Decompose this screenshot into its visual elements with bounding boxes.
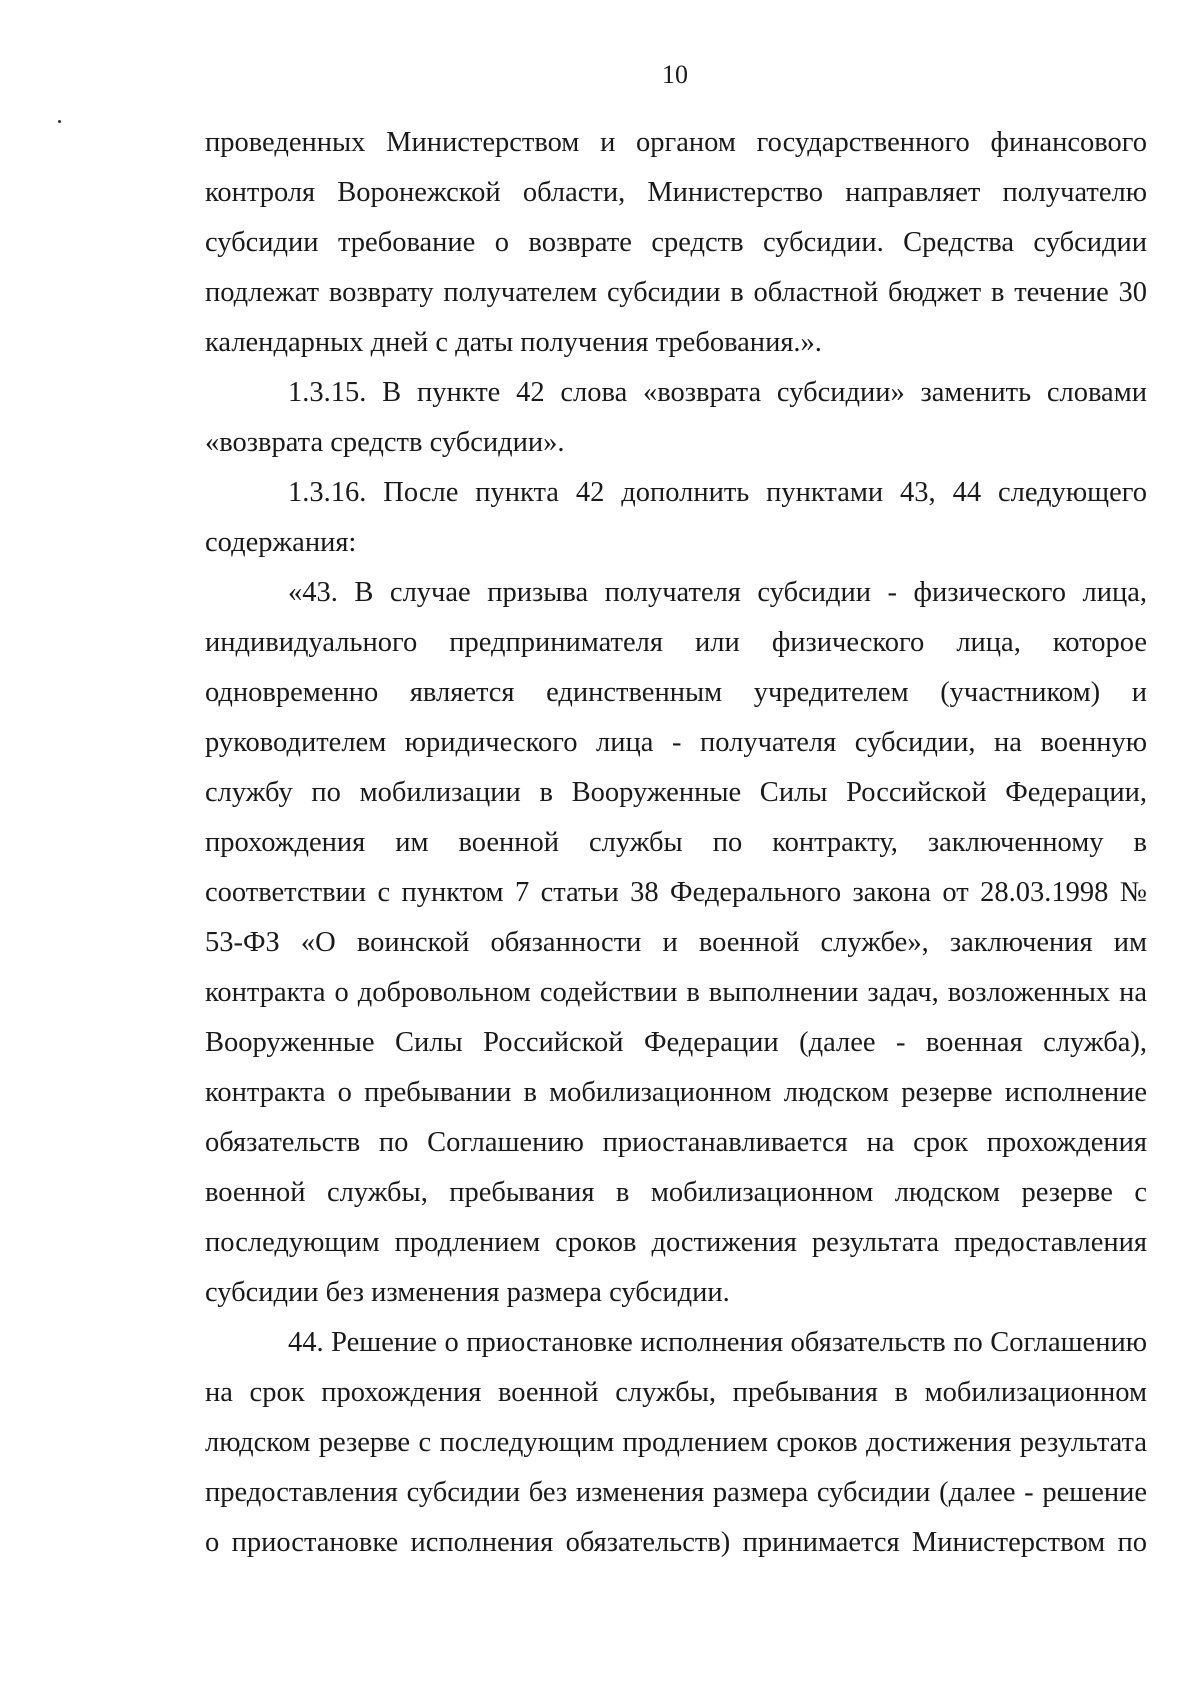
page-number: 10 — [662, 60, 688, 89]
paragraph-1-3-15: 1.3.15. В пункте 42 слова «возврата субсидии» заменить словами «возврата средств субсидии». — [205, 377, 1147, 458]
paragraph-43: «43. В случае призыва получателя субсидии - физического лица, индивидуального предпринимателя или физического лица, которое одновременно является единственным учредителем (участником) и руководителем юридического лица - получателя субсидии, на военную службу по мобилизации в Вооруженные Силы Российской Федерации, прохождения им военной службы по контракту, заключенному в соответствии с пунктом 7 статьи 38 Федерального закона от 28.03.1998 № 53-ФЗ «О воинской обязанности и военной службе», заключения им контракта о добровольном содействии в выполнении задач, возложенных на Вооруженные Силы Российской Федерации (далее - военная служба), контракта о пребывании в мобилизационном людском резерве исполнение обязательств по Соглашению приостанавливается на срок прохождения военной службы, пребывания в мобилизационном людском резерве с последующим продлением сроков достижения результата предоставления субсидии без изменения размера субсидии. — [205, 577, 1147, 1308]
paragraph-continuation: проведенных Министерством и органом государственного финансового контроля Воронежской области, Министерство направляет получателю субсидии требование о возврате средств субсидии. Средства субсидии подлежат возврату получателем субсидии в областной бюджет в течение 30 календарных дней с даты получения требования.». — [205, 127, 1147, 358]
scan-speck — [58, 120, 61, 123]
paragraph-1-3-16: 1.3.16. После пункта 42 дополнить пунктами 43, 44 следующего содержания: — [205, 477, 1147, 558]
paragraph-44: 44. Решение о приостановке исполнения обязательств по Соглашению на срок прохождения военной службы, пребывания в мобилизационном людском резерве с последующим продлением сроков достижения результата предоставления субсидии без изменения размера субсидии (далее - решение о приостановке исполнения обязательств) принимается Министерством по — [205, 1327, 1147, 1558]
document-body — [205, 118, 1147, 1568]
